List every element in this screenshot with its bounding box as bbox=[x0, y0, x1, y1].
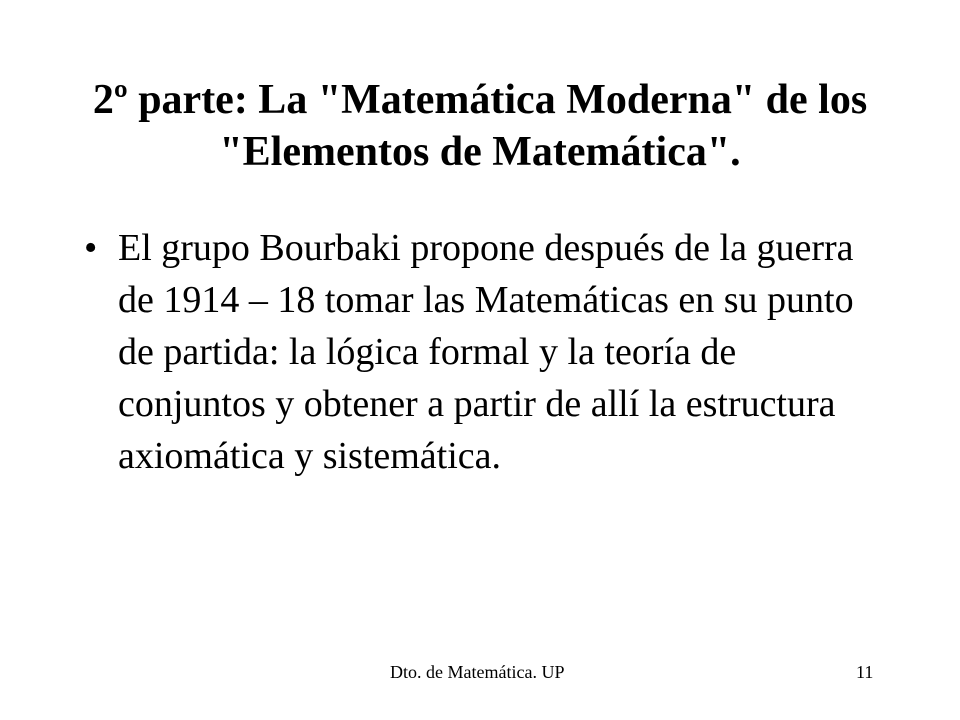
slide-title: 2º parte: La "Matemática Moderna" de los "Elementos de Matemática". bbox=[92, 77, 868, 175]
bullet-list bbox=[84, 222, 884, 482]
bullet-text: El grupo Bourbaki propone después de la guerra de 1914 – 18 tomar las Matemáticas en su punto de partida: la lógica formal y la teoría de conjuntos y obtener a partir de allí la estructura axiomática y sistemática. bbox=[118, 227, 854, 477]
bullet-marker: • bbox=[84, 227, 98, 269]
footer-department: Dto. de Matemática. UP bbox=[390, 662, 565, 682]
bullet-item bbox=[84, 222, 884, 482]
slide-number: 11 bbox=[856, 662, 874, 682]
